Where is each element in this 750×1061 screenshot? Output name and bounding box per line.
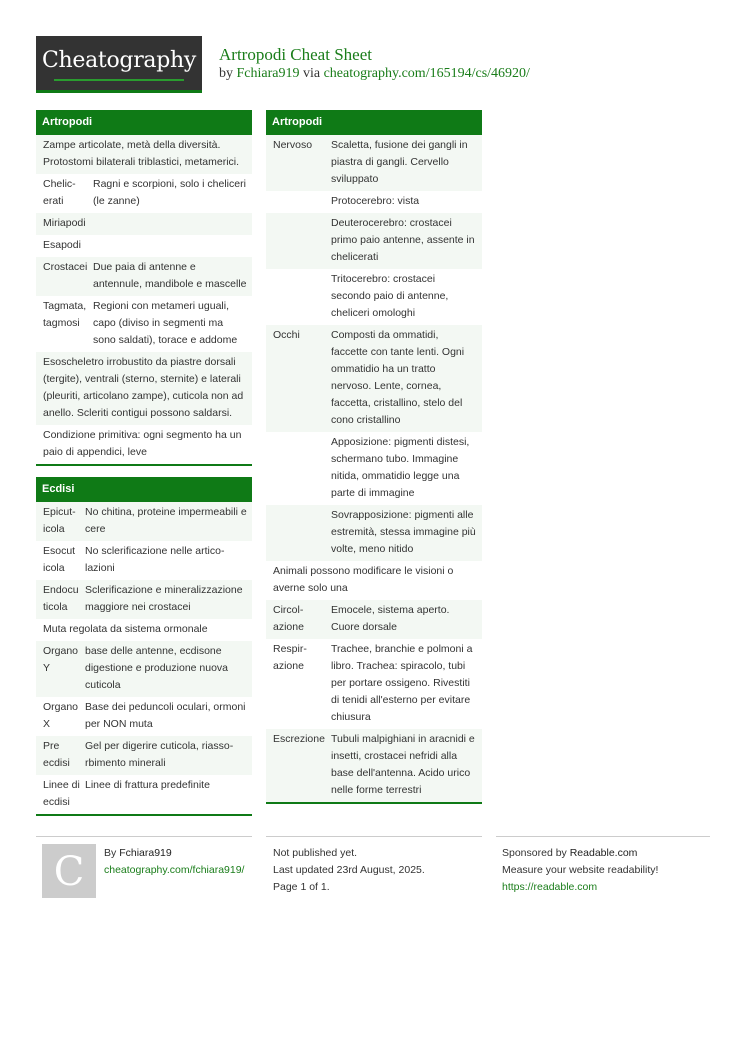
sponsor-url[interactable]: https://readable.com <box>502 881 598 893</box>
sheet-url-link[interactable]: cheatography.com/165194/cs/46920/ <box>323 66 530 81</box>
table-row: Epicut-icola No chitina, proteine impermeabili e cere <box>36 502 252 541</box>
table-row: Apposizione: pigmenti distesi, schermano tubo. Immagine nitida, ommatidio legge una parte di immagine <box>331 436 470 499</box>
note-text: Muta regolata da sistema ormonale <box>43 623 208 635</box>
table-row: Protocerebro: vista <box>331 195 420 207</box>
table-row: Esapodi <box>43 239 81 251</box>
table-row: Organo X Base dei peduncoli oculari, ormoni per NON muta <box>43 701 246 730</box>
by-label: by <box>219 66 233 81</box>
sponsor-label: Sponsored by <box>502 847 567 859</box>
note-text: Condizione primitiva: ogni segmento ha un paio di appendici, leve <box>43 429 242 458</box>
table-row: Organo Y base delle antenne, ecdisone digestione e produzione nuova cuticola <box>36 641 252 697</box>
table-row: Esocut icola No sclerificazione nelle artico-lazioni <box>43 545 225 574</box>
table-row: Deuterocerebro: crostacei primo paio antenne, assente in chelicerati <box>266 213 482 269</box>
footer-divider <box>496 836 710 837</box>
table-row: Miriapodi <box>36 213 252 235</box>
via-label: via <box>302 66 321 81</box>
section-header: Artropodi <box>36 110 252 135</box>
table-row: Chelic-erati Ragni e scorpioni, solo i cheliceri (le zanne) <box>43 178 246 207</box>
section-artropodi <box>36 110 252 466</box>
page-number: Page 1 of 1. <box>273 881 330 893</box>
byline <box>219 66 530 82</box>
table-row: Crostacei Due paia di antenne e antennule, mandibole e mascelle <box>36 257 252 296</box>
sponsor-name[interactable]: Readable.com <box>569 847 638 859</box>
footer-author-name[interactable]: Fchiara919 <box>119 847 172 859</box>
cheatography-logo[interactable] <box>36 36 202 93</box>
right-column <box>266 110 482 815</box>
table-row: Endocu ticola Sclerificazione e mineralizzazione maggiore nei crostacei <box>36 580 252 619</box>
table-row: Linee di ecdisi Linee di frattura predefinite <box>43 779 210 808</box>
page-title: Artropodi Cheat Sheet <box>219 45 372 64</box>
section-ecdisi <box>36 477 252 816</box>
table-row: Respir-azione Trachee, branchie e polmoni a libro. Trachea: spiracolo, tubi per portare ossigeno. Rivestiti di tenidi all'esterno per evitare chiusura <box>273 643 473 723</box>
footer-divider <box>266 836 482 837</box>
author-link[interactable]: Fchiara919 <box>236 66 300 81</box>
left-column <box>36 110 252 827</box>
author-avatar[interactable]: C <box>42 844 96 898</box>
table-row: Occhi Composti da ommatidi, faccette con tante lenti. Ogni ommatidio ha un tratto nervoso. Lente, cornea, faccetta, cristallino, stelo del cono cristallino <box>266 325 482 432</box>
footer-author <box>104 845 244 879</box>
note-text: Animali possono modificare le visioni o averne solo una <box>273 565 454 594</box>
logo-text: Cheatography <box>41 48 197 73</box>
table-row: Escrezione Tubuli malpighiani in aracnidi e insetti, crostacei nefridi alla base dell'antenna. Acido urico nelle forme terrestri <box>266 729 482 802</box>
table-row: Tagmata, tagmosi Regioni con metameri uguali, capo (diviso in segmenti ma sono saldati), torace e addome <box>43 300 238 346</box>
by-label: By <box>104 847 117 859</box>
section-header: Ecdisi <box>36 477 252 502</box>
footer-status <box>273 845 425 896</box>
table-row: Pre ecdisi Gel per digerire cuticola, riasso-rbimento minerali <box>36 736 252 775</box>
published-status: Not published yet. <box>273 847 358 859</box>
sponsor-tagline: Measure your website readability! <box>502 864 659 876</box>
note-text: Esoscheletro irrobustito da piastre dorsali (tergite), ventrali (sterno, sternite) e laterali (pleuriti, articolano zampe), cuticola non ad anello. Scleriti contigui possono saldarsi. <box>36 352 252 425</box>
table-row: Tritocerebro: crostacei secondo paio di antenne, cheliceri omologhi <box>331 273 449 319</box>
footer-author-url[interactable]: cheatography.com/fchiara919/ <box>104 864 245 876</box>
section-header: Artropodi <box>266 110 482 135</box>
section-artropodi-2 <box>266 110 482 804</box>
last-updated: Last updated 23rd August, 2025. <box>273 864 425 876</box>
table-row: Sovrapposizione: pigmenti alle estremità, stessa immagine più volte, meno nitido <box>266 505 482 561</box>
intro-text: Zampe articolate, metà della diversità. Protostomi bilaterali triblastici, metamerici. <box>36 135 252 174</box>
footer-sponsor <box>502 845 658 896</box>
table-row: Circol-azione Emocele, sistema aperto. Cuore dorsale <box>266 600 482 639</box>
footer-divider <box>36 836 252 837</box>
table-row: Nervoso Scaletta, fusione dei gangli in piastra di gangli. Cervello sviluppato <box>266 135 482 191</box>
logo-underline <box>54 79 184 81</box>
